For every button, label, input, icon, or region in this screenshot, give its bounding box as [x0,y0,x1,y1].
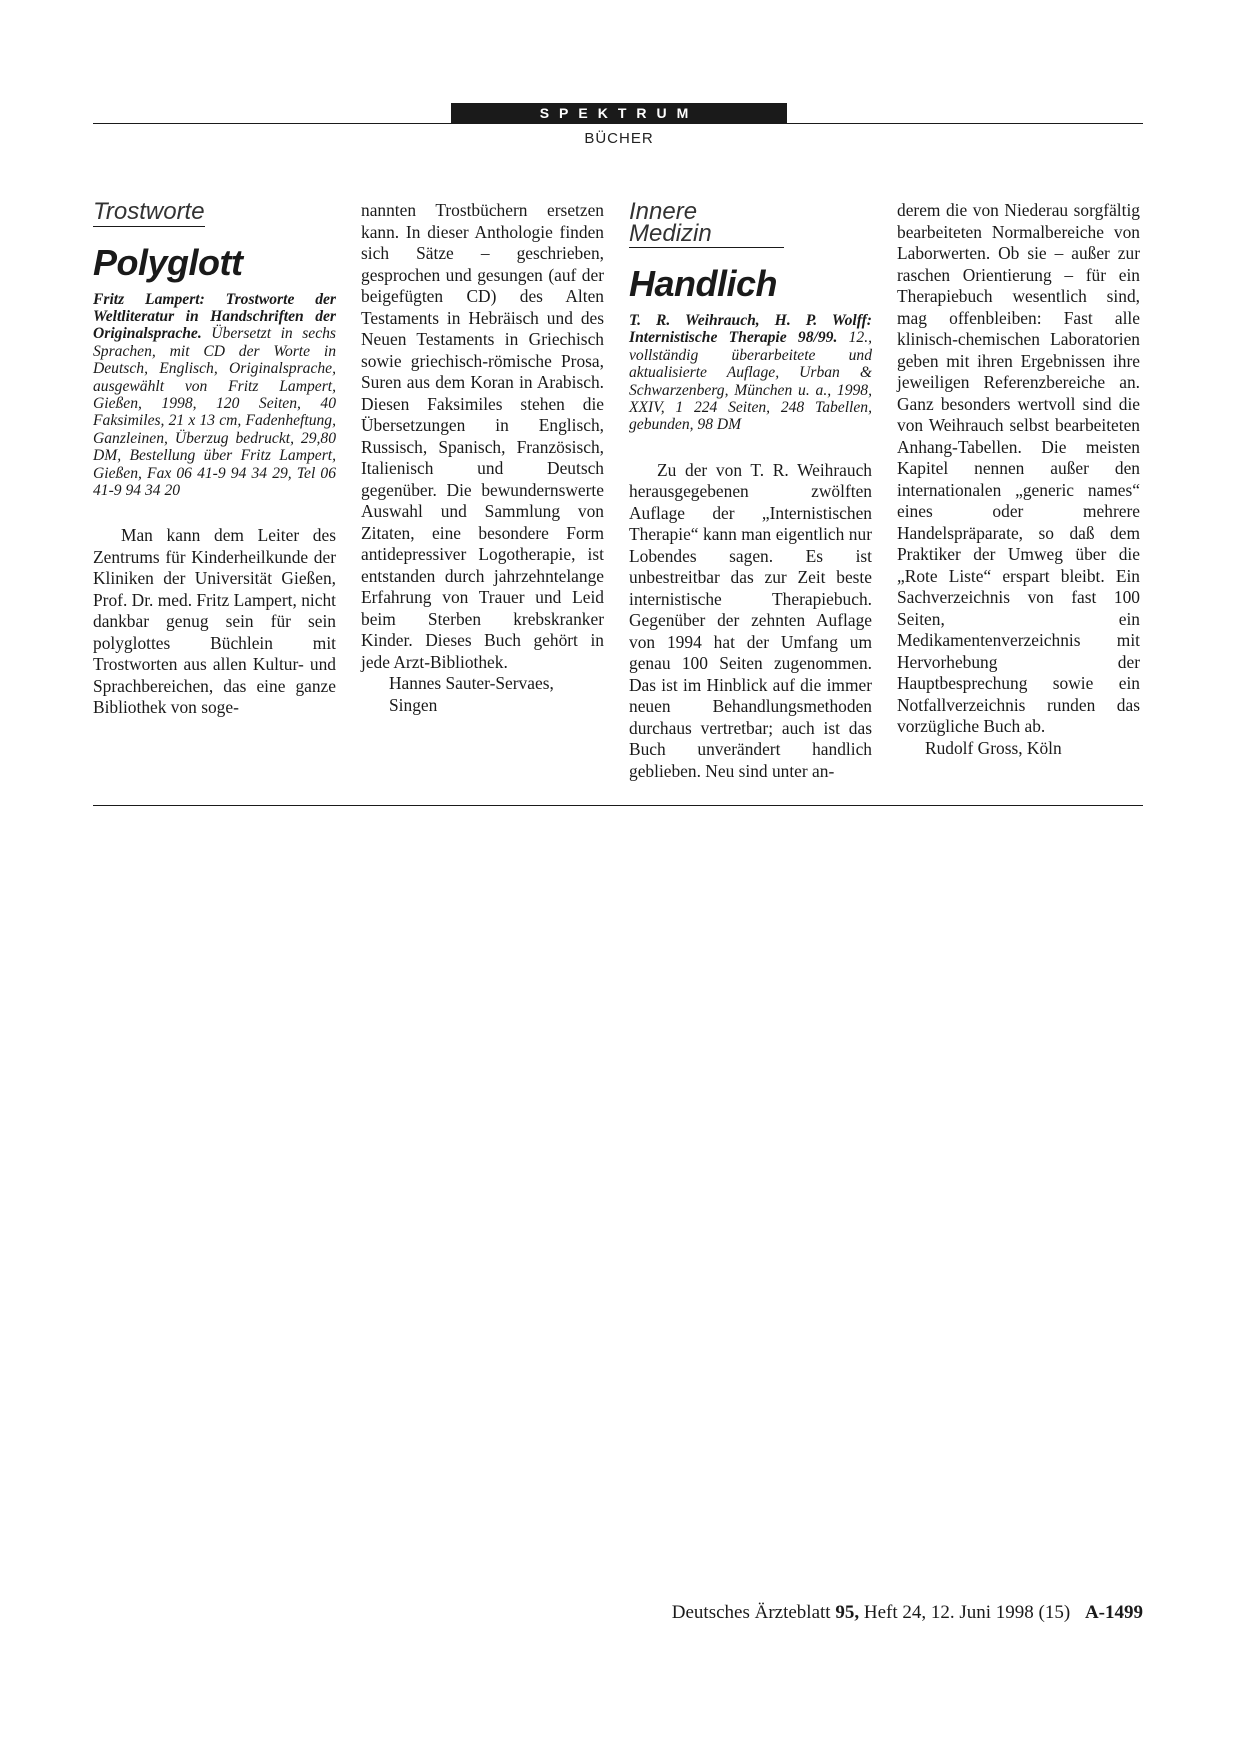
page-footer [672,1602,1143,1624]
review2-column-2 [897,200,1140,759]
footer-volume: 95, [835,1602,860,1623]
footer-journal: Deutsches Ärzteblatt [671,1602,831,1623]
header-rule [93,123,1143,124]
review1-author: Hannes Sauter-Servaes, [389,673,554,693]
review2-ref-details: 12., vollständig überarbeitete und aktualisierte Auflage, Urban & Schwarzenberg, München u. a., 1998, XXIV, 1 224 Seiten, 248 Tabellen, gebunden, 98 DM [629,329,872,434]
review2-body-part1: Zu der von T. R. Weihrauch herausgegebenen zwölften Auflage der „Internistischen Therapie“ kann man eigentlich nur Lobendes sagen. Es ist unbestreitbar das zur Zeit beste internistische Therapiebuch. Gegenüber der zehnten Auflage von 1994 hat der Umfang um genau 100 Seiten zugenommen. Das ist im Hinblick auf die immer neuen Behandlungsmethoden durchaus vertretbar; auch ist das Buch unverändert handlich geblieben. Neu sind unter an- [629,459,872,781]
review1-body-part2: nannten Trostbüchern ersetzen kann. In dieser Anthologie finden sich Sätze – geschrieben, gesprochen und gesungen (auf der beigefügten CD) des Alten Testaments in Hebräisch und des Neuen Testaments in Griechisch sowie griechisch-römische Prosa, Suren aus dem Koran in Arabisch. Diesen Faksimiles stehen die Übersetzungen in Englisch, Russisch, Spanisch, Französisch, Italienisch und Deutsch gegenüber. Die bewundernswerte Auswahl und Sammlung von Zitaten, eine besondere Form antidepressiver Logotherapie, ist entstanden durch jahrzehntelange Erfahrung von Trauer und Leid beim Sterben krebskranker Kinder. Dieses Buch gehört in jede Arzt-Bibliothek. [361,200,604,672]
review2-author: Rudolf Gross, Köln [925,737,1062,758]
review1-bibliographic-reference [93,291,336,500]
review1-headline: Polyglott [93,241,243,283]
footer-issue: Heft 24, 12. Juni 1998 (15) [863,1602,1071,1623]
review1-column-1 [93,200,336,719]
subsection-label: BÜCHER [584,130,654,147]
review2-ref-title: T. R. Weihrauch, H. P. Wolff: Internistische Therapie 98/99. [629,312,872,347]
section-label: SPEKTRUM [451,103,787,124]
review1-ref-details: Übersetzt in sechs Sprachen, mit CD der Worte in Deutsch, Englisch, Originalsprache, ausgewählt von Fritz Lampert, Gießen, 1998, 120 Seiten, 40 Faksimiles, 21 x 13 cm, Fadenheftung, Ganzleinen, Überzug bedruckt, 29,80 DM, Bestellung über Fritz Lampert, Gießen, Fax 06 41-9 94 34 29, Tel 06 41-9 94 34 20 [93,325,336,499]
review1-ref-title: Fritz Lampert: Trostworte der Weltliteratur in Handschriften der Originalsprache. [93,290,336,343]
review2-kicker: Innere Medizin [629,201,784,248]
review1-body-part1: Man kann dem Leiter des Zentrums für Kinderheilkunde der Kliniken der Universität Gießen, Prof. Dr. med. Fritz Lampert, nicht dankbar genug sein für sein polyglottes Büchlein mit Trostworten aus allen Kultur- und Sprachbereichen, das eine ganze Bibliothek von soge- [93,525,336,718]
review1-kicker: Trostworte [93,198,205,225]
review1-column-2 [361,200,604,716]
review2-body-part2: derem die von Niederau sorgfältig bearbeiteten Normalbereiche von Laborwerten. Ob sie – außer zur raschen Orientierung – für ein Therapiebuch wesentlich sind, mag offenbleiben: Fast alle klinisch-chemischen Laboratorien geben mit ihren Ergebnissen ihre jeweiligen Referenzbereiche an. Ganz besonders wertvoll sind die von Weihrauch selbst bearbeiteten Anhang-Tabellen. Die meisten Kapitel nennen außer den internationalen „generic names“ eines oder mehrere Handelspräparate, so daß dem Praktiker der Umweg über die „Rote Liste“ erspart bleibt. Ein Sachverzeichnis von fast 100 Seiten, ein Medikamentenverzeichnis mit Hervorhebung der Hauptbesprechung sowie ein Notfallverzeichnis runden das vorzügliche Buch ab. [897,200,1140,736]
article-end-rule [93,805,1143,806]
review1-author-place: Singen [389,694,438,715]
review2-column-1 [629,200,872,782]
review2-headline: Handlich [629,263,778,304]
review2-bibliographic-reference [629,312,872,434]
footer-page-number: A-1499 [1084,1602,1143,1623]
